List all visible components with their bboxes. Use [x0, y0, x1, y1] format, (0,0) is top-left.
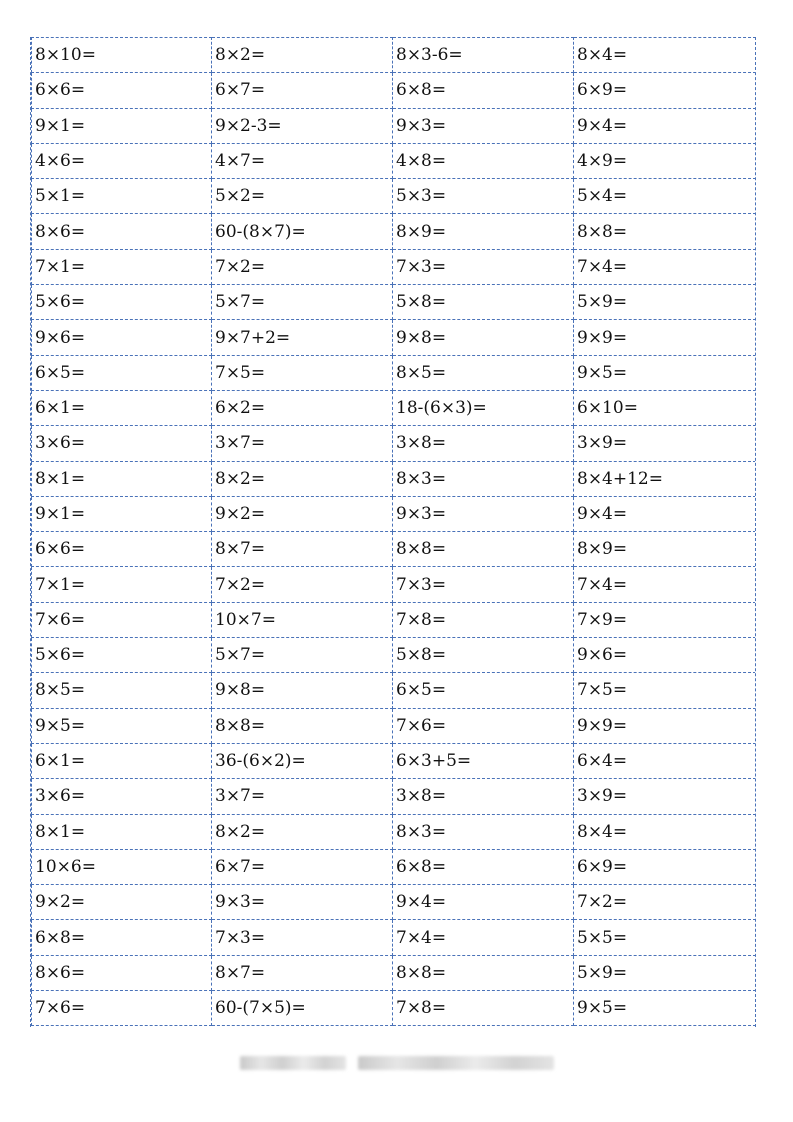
- problem-cell: 6×10=: [574, 390, 756, 425]
- problem-cell: 7×2=: [212, 249, 393, 284]
- problem-cell: 3×8=: [393, 426, 574, 461]
- problem-row: [32, 108, 756, 143]
- problem-cell: 5×7=: [212, 285, 393, 320]
- problem-cell: 9×4=: [574, 496, 756, 531]
- problem-cell: 5×1=: [32, 179, 212, 214]
- problem-row: [32, 991, 756, 1026]
- problem-cell: 6×5=: [393, 673, 574, 708]
- problem-cell: 6×8=: [32, 920, 212, 955]
- problem-cell: 9×4=: [574, 108, 756, 143]
- problem-cell: 8×9=: [393, 214, 574, 249]
- problem-cell: 9×6=: [32, 320, 212, 355]
- problem-cell: 60-(7×5)=: [212, 991, 393, 1026]
- problem-cell: 9×6=: [574, 638, 756, 673]
- problem-row: [32, 708, 756, 743]
- problem-cell: 5×5=: [574, 920, 756, 955]
- problem-cell: 9×2=: [32, 885, 212, 920]
- blurred-footer-right: [358, 1056, 554, 1070]
- problem-row: [32, 73, 756, 108]
- problem-cell: 9×5=: [32, 708, 212, 743]
- problem-row: [32, 779, 756, 814]
- problem-cell: 6×5=: [32, 355, 212, 390]
- problem-cell: 6×7=: [212, 849, 393, 884]
- problem-row: [32, 849, 756, 884]
- problem-row: [32, 143, 756, 178]
- problem-cell: 3×9=: [574, 426, 756, 461]
- problem-cell: 9×1=: [32, 108, 212, 143]
- problem-cell: 5×2=: [212, 179, 393, 214]
- problem-row: [32, 355, 756, 390]
- problem-cell: 5×6=: [32, 638, 212, 673]
- problem-cell: 8×7=: [212, 955, 393, 990]
- problem-cell: 8×8=: [393, 955, 574, 990]
- problem-cell: 7×2=: [212, 567, 393, 602]
- problem-cell: 8×8=: [212, 708, 393, 743]
- problem-cell: 5×3=: [393, 179, 574, 214]
- problem-cell: 6×1=: [32, 743, 212, 778]
- problem-cell: 8×3=: [393, 461, 574, 496]
- problem-table: [31, 37, 756, 1026]
- problem-cell: 10×6=: [32, 849, 212, 884]
- problem-cell: 6×3+5=: [393, 743, 574, 778]
- problem-cell: 8×4=: [574, 38, 756, 73]
- problem-cell: 8×1=: [32, 461, 212, 496]
- problem-row: [32, 532, 756, 567]
- problem-cell: 7×6=: [32, 991, 212, 1026]
- problem-cell: 3×6=: [32, 779, 212, 814]
- problem-cell: 9×3=: [393, 108, 574, 143]
- problem-cell: 3×9=: [574, 779, 756, 814]
- problem-row: [32, 602, 756, 637]
- problem-row: [32, 496, 756, 531]
- problem-cell: 7×1=: [32, 249, 212, 284]
- problem-cell: 7×5=: [212, 355, 393, 390]
- problem-cell: 6×8=: [393, 73, 574, 108]
- problem-cell: 7×2=: [574, 885, 756, 920]
- problem-cell: 8×10=: [32, 38, 212, 73]
- problem-row: [32, 38, 756, 73]
- problem-cell: 7×3=: [393, 567, 574, 602]
- problem-cell: 7×3=: [393, 249, 574, 284]
- problem-cell: 10×7=: [212, 602, 393, 637]
- problem-cell: 7×4=: [574, 249, 756, 284]
- problem-cell: 7×8=: [393, 991, 574, 1026]
- problem-cell: 9×5=: [574, 355, 756, 390]
- problem-cell: 6×7=: [212, 73, 393, 108]
- problem-cell: 7×5=: [574, 673, 756, 708]
- problem-row: [32, 920, 756, 955]
- problem-row: [32, 638, 756, 673]
- problem-cell: 8×6=: [32, 955, 212, 990]
- problem-cell: 8×6=: [32, 214, 212, 249]
- problem-cell: 8×8=: [574, 214, 756, 249]
- problem-cell: 3×8=: [393, 779, 574, 814]
- problem-cell: 6×8=: [393, 849, 574, 884]
- problem-cell: 9×7+2=: [212, 320, 393, 355]
- worksheet-grid: [30, 37, 756, 1027]
- problem-row: [32, 179, 756, 214]
- problem-cell: 5×8=: [393, 285, 574, 320]
- problem-cell: 7×9=: [574, 602, 756, 637]
- problem-cell: 7×8=: [393, 602, 574, 637]
- problem-row: [32, 390, 756, 425]
- problem-row: [32, 249, 756, 284]
- problem-cell: 60-(8×7)=: [212, 214, 393, 249]
- problem-cell: 5×9=: [574, 285, 756, 320]
- problem-cell: 6×1=: [32, 390, 212, 425]
- problem-cell: 8×2=: [212, 814, 393, 849]
- problem-cell: 9×9=: [574, 320, 756, 355]
- problem-cell: 9×2=: [212, 496, 393, 531]
- problem-cell: 7×6=: [393, 708, 574, 743]
- problem-cell: 8×9=: [574, 532, 756, 567]
- problem-cell: 7×3=: [212, 920, 393, 955]
- problem-cell: 9×2-3=: [212, 108, 393, 143]
- problem-cell: 4×6=: [32, 143, 212, 178]
- problem-row: [32, 955, 756, 990]
- problem-row: [32, 214, 756, 249]
- problem-cell: 6×9=: [574, 849, 756, 884]
- problem-cell: 8×4=: [574, 814, 756, 849]
- problem-cell: 7×4=: [574, 567, 756, 602]
- problem-cell: 6×9=: [574, 73, 756, 108]
- problem-cell: 9×4=: [393, 885, 574, 920]
- problem-cell: 9×8=: [393, 320, 574, 355]
- problem-cell: 8×4+12=: [574, 461, 756, 496]
- problem-cell: 5×7=: [212, 638, 393, 673]
- problem-cell: 8×2=: [212, 38, 393, 73]
- problem-row: [32, 743, 756, 778]
- problem-row: [32, 285, 756, 320]
- problem-row: [32, 461, 756, 496]
- problem-cell: 18-(6×3)=: [393, 390, 574, 425]
- problem-cell: 8×5=: [32, 673, 212, 708]
- problem-cell: 6×6=: [32, 532, 212, 567]
- problem-row: [32, 814, 756, 849]
- problem-row: [32, 426, 756, 461]
- problem-cell: 8×7=: [212, 532, 393, 567]
- problem-cell: 9×3=: [393, 496, 574, 531]
- problem-cell: 4×7=: [212, 143, 393, 178]
- problem-cell: 5×4=: [574, 179, 756, 214]
- problem-row: [32, 673, 756, 708]
- problem-rows: [32, 38, 756, 1026]
- problem-cell: 7×6=: [32, 602, 212, 637]
- problem-cell: 4×8=: [393, 143, 574, 178]
- problem-cell: 8×1=: [32, 814, 212, 849]
- problem-cell: 8×5=: [393, 355, 574, 390]
- problem-cell: 7×4=: [393, 920, 574, 955]
- problem-cell: 6×4=: [574, 743, 756, 778]
- problem-cell: 8×8=: [393, 532, 574, 567]
- blurred-footer-left: [240, 1056, 346, 1070]
- problem-cell: 5×6=: [32, 285, 212, 320]
- problem-row: [32, 885, 756, 920]
- problem-cell: 5×8=: [393, 638, 574, 673]
- problem-cell: 8×3=: [393, 814, 574, 849]
- problem-cell: 6×6=: [32, 73, 212, 108]
- problem-cell: 36-(6×2)=: [212, 743, 393, 778]
- problem-cell: 3×7=: [212, 426, 393, 461]
- problem-cell: 4×9=: [574, 143, 756, 178]
- problem-cell: 3×7=: [212, 779, 393, 814]
- problem-cell: 9×1=: [32, 496, 212, 531]
- problem-cell: 5×9=: [574, 955, 756, 990]
- problem-cell: 9×9=: [574, 708, 756, 743]
- problem-cell: 7×1=: [32, 567, 212, 602]
- problem-cell: 9×8=: [212, 673, 393, 708]
- problem-row: [32, 567, 756, 602]
- problem-cell: 8×2=: [212, 461, 393, 496]
- problem-cell: 8×3-6=: [393, 38, 574, 73]
- problem-cell: 6×2=: [212, 390, 393, 425]
- problem-cell: 9×3=: [212, 885, 393, 920]
- problem-row: [32, 320, 756, 355]
- problem-cell: 3×6=: [32, 426, 212, 461]
- problem-cell: 9×5=: [574, 991, 756, 1026]
